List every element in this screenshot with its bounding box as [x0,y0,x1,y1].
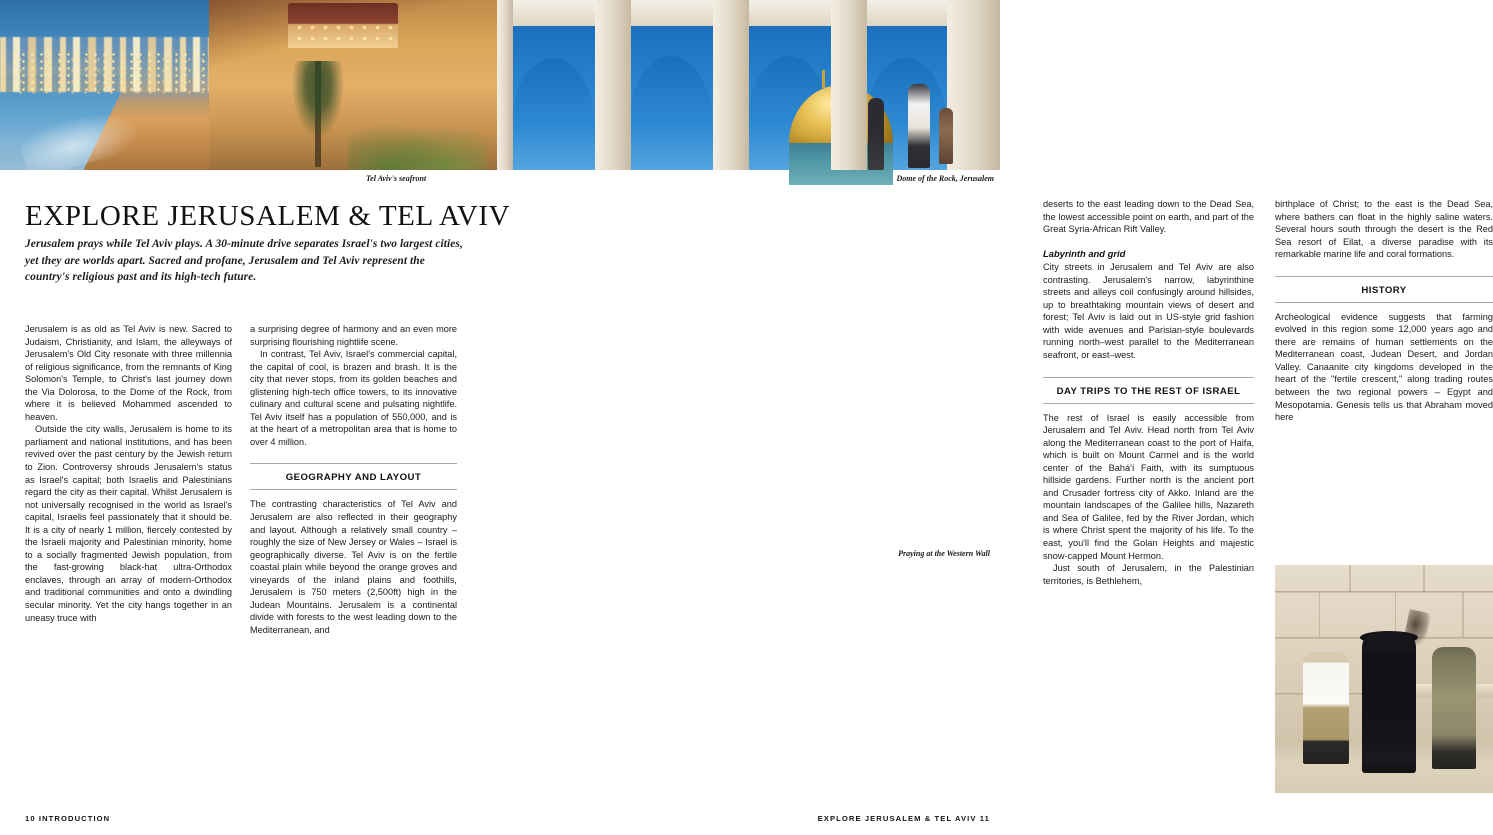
dome-of-the-rock-photo [497,0,1000,170]
foliage [348,105,487,170]
page-footer [0,806,1000,835]
paragraph: Outside the city walls, Jerusalem is home to its parliament and national institutions, and has been revived over the past century by the Jewish return to Zion. Controversy shrouds Jerusalem's status as Israel's capital; both Israelis and Palestinians regard the city as their capital. Whilst Jerusalem is not universally recognised in the world as Israel's capital, Israelis feel passionately that it should be. It is a city of nearly 1 million, fiercely contested by the Israeli majority and Palestinian minority, home to a socially fragmented Jewish population, from the fast-growing black-hat ultra-Orthodox enclaves, through an array of modern-Orthodox and traditional communities and onto a dwindling secular minority. Yet the city hangs together in an uneasy truce with [25,424,232,623]
visitor-2 [908,84,930,168]
tel-aviv-seafront-photo [0,0,497,170]
section-heading-geography: GEOGRAPHY AND LAYOUT [250,463,457,490]
paragraph: birthplace of Christ; to the east is the Dead Sea, where bathers can float in the highly saline waters. Several hours south through the desert is the Red Sea resort of Eilat, a diverse paradise with its remarkable marine life and coral formations. [1275,199,1493,260]
worshipper-2 [1362,633,1416,773]
paragraph: deserts to the east leading down to the Dead Sea, the lowest accessible point on earth, and part of the Great Syria-African Rift Valley. [1043,199,1254,235]
subheading-labyrinth-and-grid: Labyrinth and grid [1043,247,1126,259]
paragraph: Just south of Jerusalem, in the Palestinian territories, is Bethlehem, [1043,563,1254,586]
stone-joint [1319,592,1321,637]
visitors [859,92,970,170]
body-column-2 [250,323,457,636]
body-column-1 [25,323,232,624]
page-left [0,192,511,800]
arcade-pier-1 [497,0,513,170]
worshipper-1 [1303,652,1349,764]
stone-joint [1462,592,1464,637]
visitor-1 [868,98,884,170]
arcade-pier-2 [595,0,631,170]
section-heading-history: HISTORY [1275,276,1493,303]
page-title: EXPLORE JERUSALEM & TEL AVIV [25,200,511,232]
article-spread [0,192,1493,800]
stone-joint [1349,565,1351,592]
standfirst: Jerusalem prays while Tel Aviv plays. A 30-minute drive separates Israel's two largest cities, yet they are worlds apart. Sacred and profane, Jerusalem and Tel Aviv represent the country's religious past and its high-tech future. [25,238,463,283]
worshipper-3 [1432,647,1476,769]
visitor-3 [939,108,953,164]
arcade-pier-3 [713,0,749,170]
paragraph: The contrasting characteristics of Tel Aviv and Jerusalem are also reflected in their geography and layout. Although a relatively small country – roughly the size of New Jersey or Wales – Israel is geographically diverse. Tel Aviv is on the fertile coastal plain while beyond the orange groves and vineyards of the inland plains and foothills, Jerusalem is 750 meters (2,500ft) high in the Judean Mountains. Jerusalem is a continental divide with forests to the west leading down to the Mediterranean, and [250,499,457,635]
paragraph: In contrast, Tel Aviv, Israel's commercial capital, the capital of cool, is brazen and brash. It is the city that never stops, from its golden beaches and glistening high-tech office towers, to its innovative culinary and cultural scene and pulsating nightlife. Tel Aviv itself has a population of 550,000, and is at the heart of a metropolitan area that is home to over 4 million. [250,349,457,447]
dome-finial [822,70,825,88]
page-right [503,192,1493,800]
caption-western-wall: Praying at the Western Wall [898,549,990,558]
body-column-4 [1275,198,1493,424]
photo-banner [0,0,1000,170]
folio-right: EXPLORE JERUSALEM & TEL AVIV 11 [817,814,990,823]
paragraph: a surprising degree of harmony and an even more surprising flourishing nightlife scene. [250,324,457,347]
stone-joint [1423,565,1425,592]
arch-opening-2 [629,56,713,170]
western-wall-photo [1275,565,1493,793]
palm-tree [278,61,358,166]
body-column-3 [1043,198,1254,587]
caption-tel-aviv: Tel Aviv's seafront [366,174,427,183]
caption-dome: Dome of the Rock, Jerusalem [896,174,994,183]
folio-left: 10 INTRODUCTION [25,814,111,823]
tel-aviv-lit-windows [293,22,392,46]
section-heading-day-trips: DAY TRIPS TO THE REST OF ISRAEL [1043,377,1254,404]
banner-captions [0,170,1000,192]
paragraph: Archeological evidence suggests that farming evolved in this region some 12,000 years ago and there are remains of human settlements on the Mediterranean coast, Judean Desert, and Jordan Valley. Canaanite city kingdoms developed in the heart of the "fertile crescent," along trading routes between the two regional powers – Egypt and Mesopotamia. Genesis tells us that Abraham moved here [1275,311,1493,423]
paragraph: The rest of Israel is easily accessible from Jerusalem and Tel Aviv. Head north from Tel Aviv along the Mediterranean coast to the port of Haifa, which is built on Mount Carmel and is the world center of the Bahá'í Faith, with its sumptuous hillside gardens. Further north is the ancient port and Crusader fortress city of Akko. Inland are the mountain landscapes of the Galilee hills, Nazareth and Sea of Galilee, fed by the River Jordan, which is where Christ spent the majority of his life. To the east, you'll find the Golan Heights and majestic snow-capped Mount Hermon. [1043,412,1254,561]
paragraph: City streets in Jerusalem and Tel Aviv are also contrasting. Jerusalem's narrow, labyrinthine streets and alleys coil confusingly around hillsides, up to breathtaking mountain views of desert and forest; Tel Aviv is laid out in US-style grid fashion with wide avenues and Parisian-style boulevards running north–west parallel to the Mediterranean seafront, or east–west. [1043,262,1254,361]
paragraph: Jerusalem is as old as Tel Aviv is new. Sacred to Judaism, Christianity, and Islam, the alleyways of Jerusalem's Old City resonate with three millennia of religious significance, from the remnants of King Solomon's Temple, to Christ's last journey down the Via Dolorosa, to the Dome of the Rock, from where it is believed Mohammed ascended to heaven. [25,324,232,422]
arch-opening-1 [511,58,595,170]
